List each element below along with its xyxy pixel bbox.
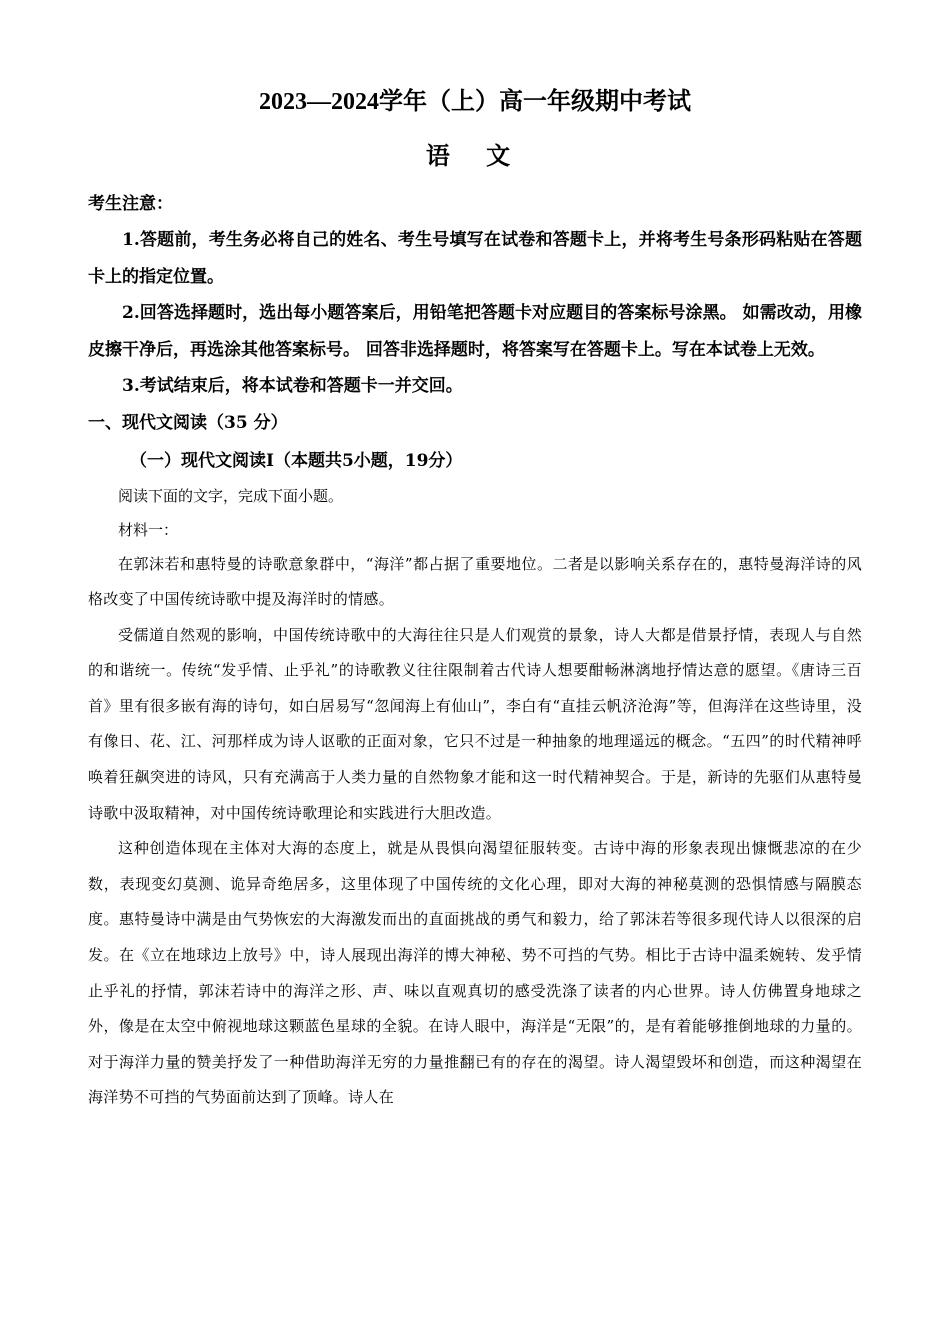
paragraph: 受儒道自然观的影响，中国传统诗歌中的大海往往只是人们观赏的景象，诗人大都是借景抒情，表现人与自然的和谐统一。传统“发乎情、止乎礼”的诗歌教义往往限制着古代诗人想要酣畅淋漓地抒情达意的愿望。《唐诗三百首》里有很多嵌有海的诗句，如白居易写“忽闻海上有仙山”，李白有“直挂云帆济沧海”等，但海洋在这些诗里，没有像日、花、江、河那样成为诗人讴歌的正面对象，它只不过是一种抽象的地理遥远的概念。“五四”的时代精神呼唤着狂飙突进的诗风，只有充满高于人类力量的自然物象才能和这一时代精神契合。于是，新诗的先驱们从惠特曼诗歌中汲取精神，对中国传统诗歌理论和实践进行大胆改造。 (88, 625, 862, 822)
subject-title: 语 文 (425, 141, 525, 170)
subsection-heading: （一）现代文阅读Ⅰ（本题共5小题，19分） (130, 450, 463, 471)
paragraph: 在郭沫若和惠特曼的诗歌意象群中，“海洋”都占据了重要地位。二者是以影响关系存在的，惠特曼海洋诗的风格改变了中国传统诗歌中提及海洋时的情感。 (88, 554, 862, 609)
notice-item-3: 3.考试结束后，将本试卷和答题卡一并交回。 (122, 376, 463, 396)
notice-item-1: 1.答题前，考生务必将自己的姓名、考生号填写在试卷和答题卡上，并将考生号条形码粘贴在答题卡上的指定位置。 (88, 230, 862, 287)
notice-heading: 考生注意： (88, 194, 173, 214)
exam-title: 2023—2024学年（上）高一年级期中考试 (259, 89, 691, 115)
reading-instruction: 阅读下面的文字，完成下面小题。 (118, 486, 344, 505)
notice-item-2: 2.回答选择题时，选出每小题答案后，用铅笔把答题卡对应题目的答案标号涂黑。 如需改动，用橡皮擦干净后，再选涂其他答案标号。 回答非选择题时，将答案写在答题卡上。写在本试卷上无效。 (88, 303, 862, 360)
section-heading: 一、现代文阅读（35 分） (88, 412, 288, 433)
paragraph: 这种创造体现在主体对大海的态度上，就是从畏惧向渴望征服转变。古诗中海的形象表现出慷慨悲凉的在少数，表现变幻莫测、诡异奇绝居多，这里体现了中国传统的文化心理，即对大海的神秘莫测的恐惧情感与隔膜态度。惠特曼诗中满是由气势恢宏的大海激发而出的直面挑战的勇气和毅力，给了郭沫若等很多现代诗人以很深的启发。在《立在地球边上放号》中，诗人展现出海洋的博大神秘、势不可挡的气势。相比于古诗中温柔婉转、发乎情止乎礼的抒情，郭沫若诗中的海洋之形、声、味以直观真切的感受洗涤了读者的内心世界。诗人仿佛置身地球之外，像是在太空中俯视地球这颗蓝色星球的全貌。在诗人眼中，海洋是“无限”的，是有着能够推倒地球的力量的。对于海洋力量的赞美抒发了一种借助海洋无穷的力量推翻已有的存在的渴望。诗人渴望毁坏和创造，而这种渴望在海洋势不可挡的气势面前达到了顶峰。诗人在 (88, 839, 862, 1107)
material-label: 材料一： (118, 520, 179, 539)
